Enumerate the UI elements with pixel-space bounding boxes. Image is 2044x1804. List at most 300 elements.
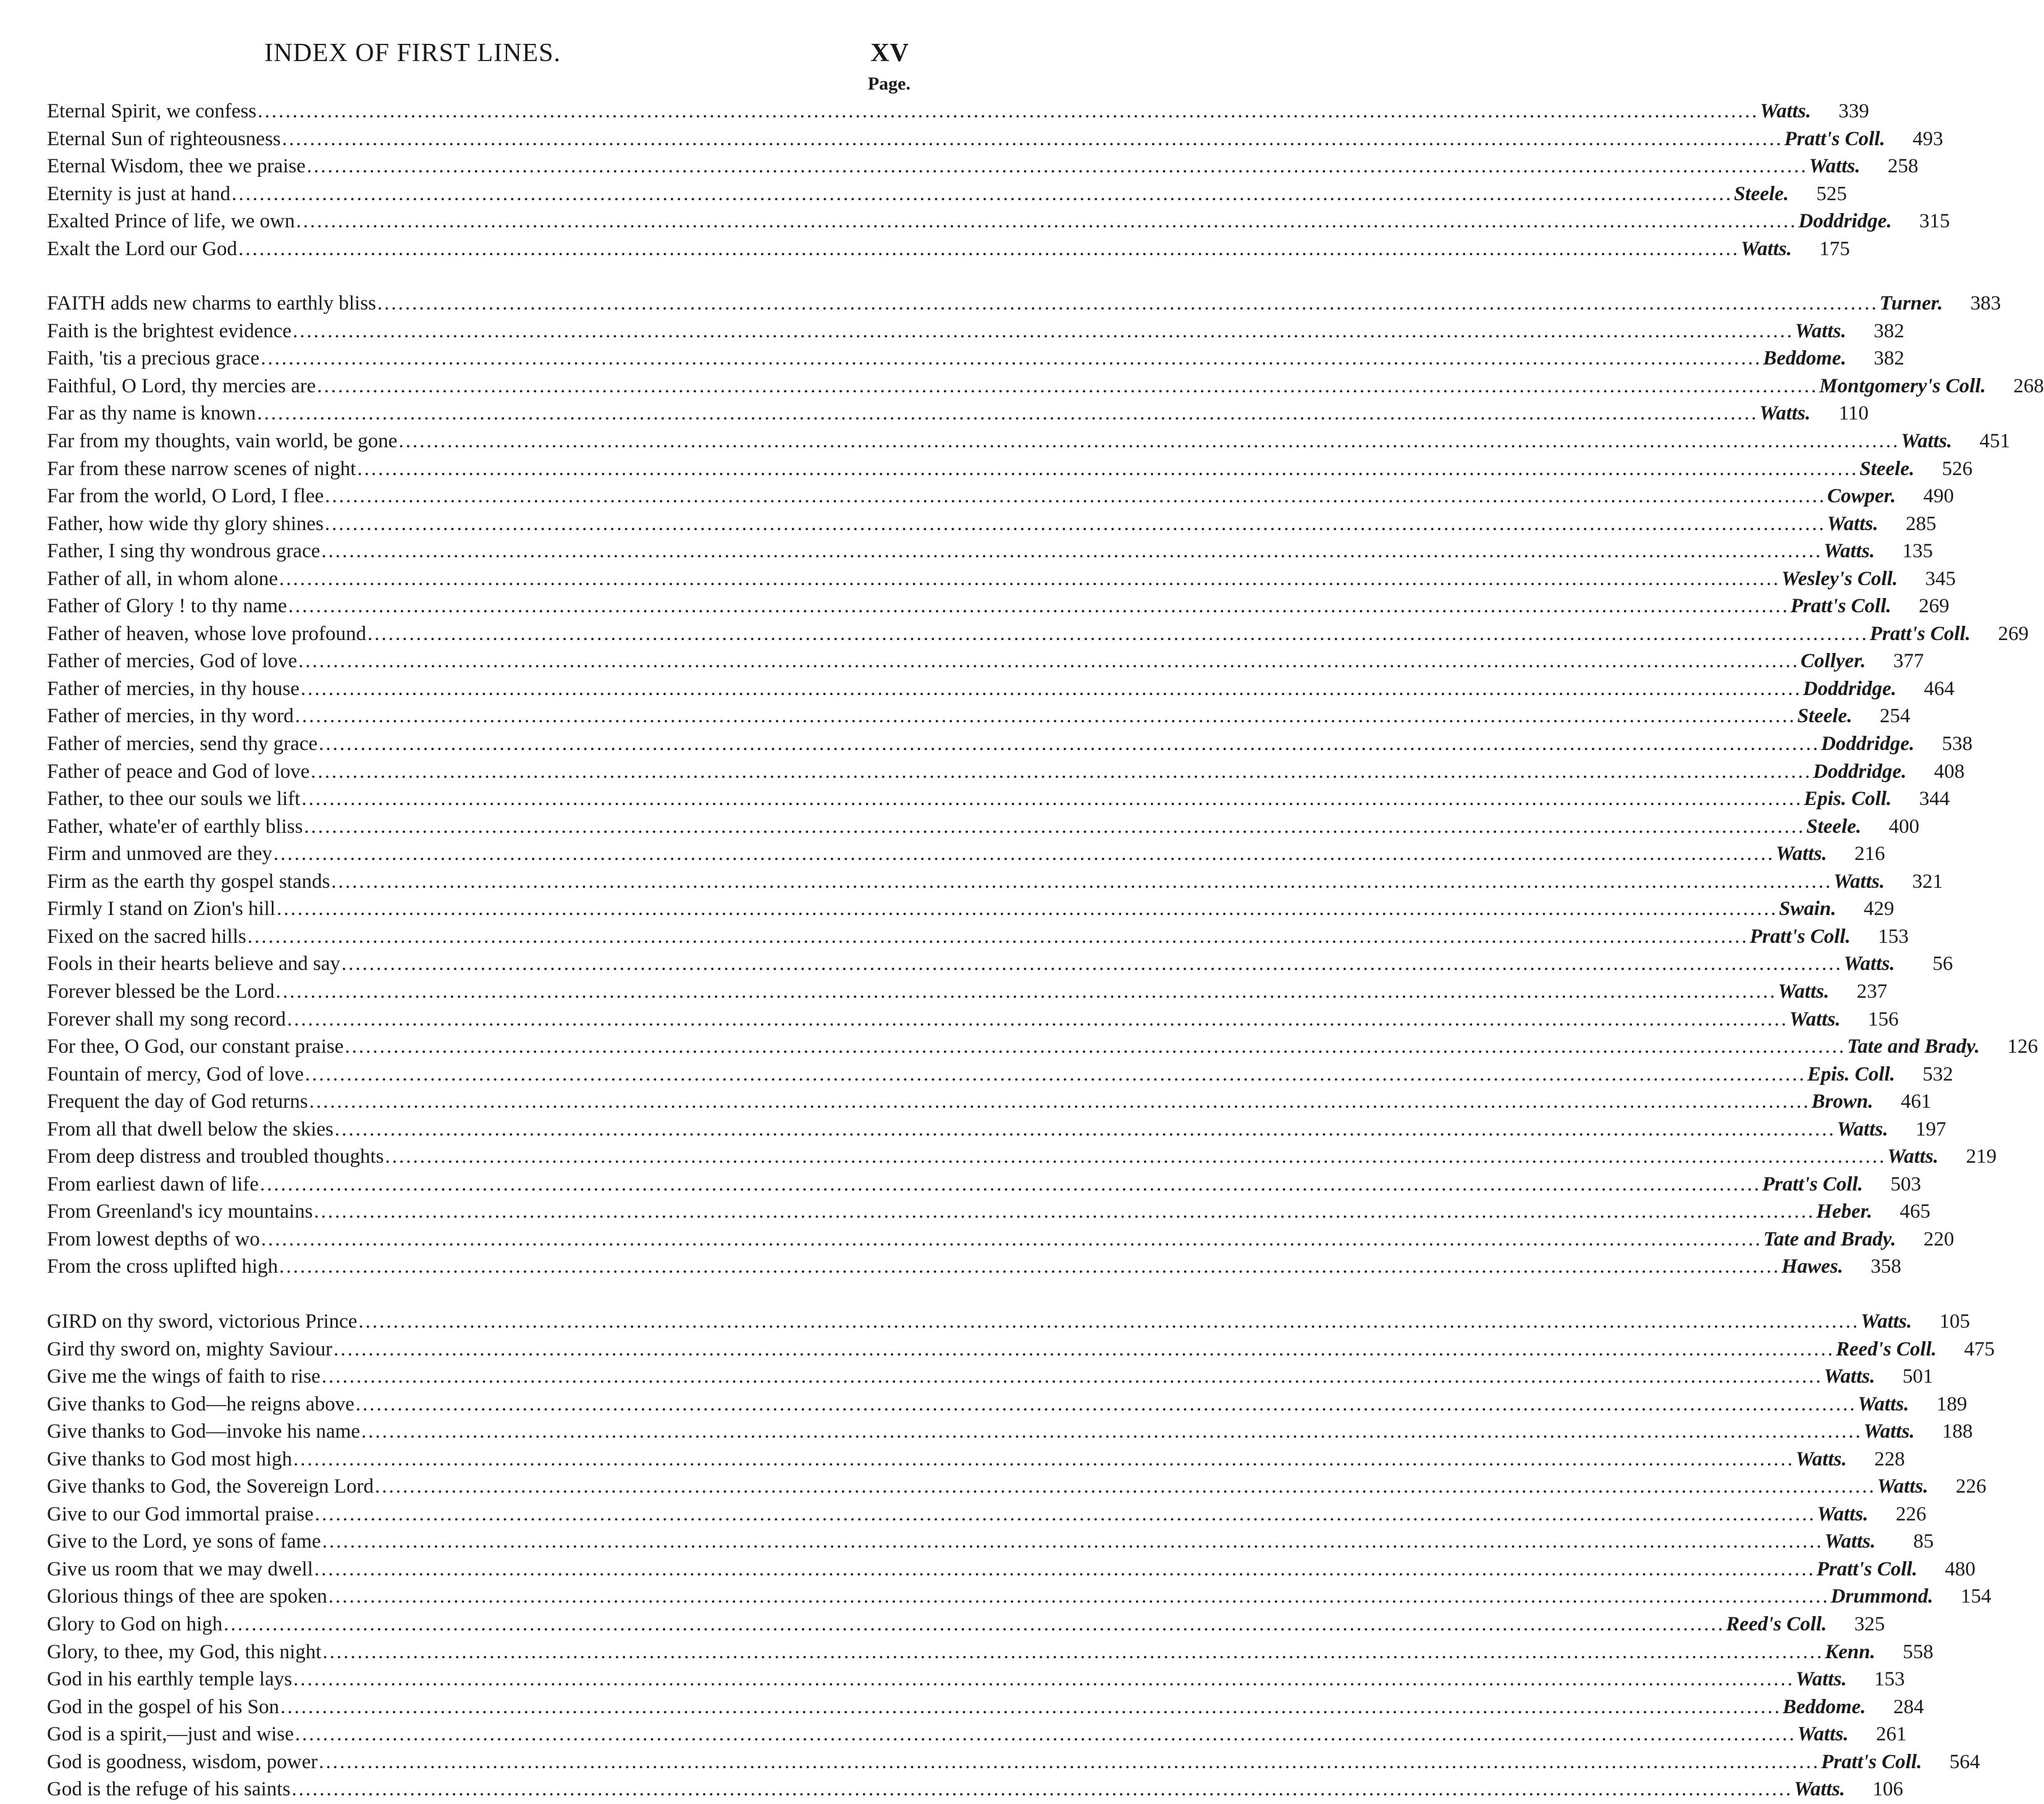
first-line-text: From deep distress and troubled thoughts [47,1145,384,1168]
index-entry [47,1693,1924,1721]
page-number: 220 [1923,1228,1954,1250]
dot-leader [342,950,1843,978]
dot-leader [298,647,1799,675]
author-source: Beddome. [1782,1695,1866,1718]
first-line-text: Give thanks to God—he reigns above [47,1393,355,1415]
author-source: Watts. [1795,1448,1847,1470]
author-source: Watts. [1775,843,1827,866]
author-source: Watts. [1795,1668,1847,1691]
index-entry [47,1446,1905,1473]
dot-leader [304,813,1805,841]
dot-leader [295,702,1796,730]
dot-leader [301,785,1802,813]
dot-leader [295,1721,1796,1748]
author-source: Watts. [1740,237,1792,260]
first-line-text: Exalted Prince of life, we own [47,210,295,233]
index-entry [47,592,1949,620]
first-line-text: Far from the world, O Lord, I flee [47,485,324,508]
index-entry [47,1666,1905,1693]
index-entry [47,1363,1933,1391]
author-source: Reed's Coll. [1726,1612,1827,1635]
author-source: Steele. [1733,182,1789,205]
first-line-text: Frequent the day of God returns [47,1090,308,1113]
index-sections [47,98,2044,1803]
index-entry [47,785,1950,813]
dot-leader [398,428,1899,455]
dot-leader [377,290,1878,318]
index-section [47,98,1950,263]
first-line-text: God is goodness, wisdom, power [47,1750,318,1773]
first-line-text: Eternity is just at hand [47,182,230,205]
index-entry [47,428,2011,455]
author-source: Montgomery's Coll. [1819,374,1986,397]
page-number: 461 [1900,1090,1932,1113]
author-source: Pratt's Coll. [1762,1173,1863,1195]
author-source: Watts. [1823,1365,1875,1388]
first-line-text: Forever blessed be the Lord [47,980,275,1003]
first-line-text: Fools in their hearts believe and say [47,953,340,976]
index-entry [47,675,1954,703]
index-entry [47,290,2001,318]
first-line-text: Give us room that we may dwell [47,1557,313,1580]
index-entry [47,318,1904,345]
first-line-text: Faith is the brightest evidence [47,319,292,342]
first-line-text: Far as thy name is known [47,402,256,425]
first-line-text: For thee, O God, our constant praise [47,1035,344,1058]
page-number: 254 [1879,705,1911,728]
page-number: 345 [1925,567,1956,590]
index-entry [47,813,1920,841]
author-source: Steele. [1797,705,1853,728]
page-number: 383 [1970,292,2001,315]
page-number: 503 [1890,1173,1921,1195]
first-line-text: God is the refuge of his saints [47,1778,291,1801]
dot-leader [315,1501,1816,1528]
dot-leader [293,318,1794,345]
page-number: 269 [1919,595,1949,618]
dot-leader [248,923,1749,951]
index-entry [47,1501,1927,1528]
page-number: 344 [1919,788,1950,811]
author-source: Doddridge. [1798,210,1892,233]
first-line-text: Father, how wide thy glory shines [47,512,324,535]
first-line-text: Exalt the Lord our God [47,237,237,260]
dot-leader [317,373,1818,400]
page-number: 501 [1902,1365,1933,1388]
dot-leader [325,510,1826,538]
index-entry [47,1198,1931,1226]
author-source: Reed's Coll. [1835,1338,1937,1360]
first-line-text: Glory, to thee, my God, this night [47,1640,322,1663]
index-page [47,38,2044,1803]
dot-leader [314,1556,1815,1583]
dot-leader [257,400,1758,428]
index-entry [47,455,1973,483]
author-source: Watts. [1794,319,1846,342]
dot-leader [293,1446,1794,1473]
first-line-text: Faithful, O Lord, thy mercies are [47,374,316,397]
first-line-text: Father of Glory ! to thy name [47,595,287,618]
index-entry [47,510,1937,538]
page-column-label: Page. [867,74,911,94]
first-line-text: Far from my thoughts, vain world, be gone [47,430,398,453]
first-line-text: FAITH adds new charms to earthly bliss [47,292,376,315]
author-source: Watts. [1797,1723,1849,1746]
page-number-roman: XV [870,39,909,67]
page-number: 189 [1936,1393,1967,1415]
author-source: Watts. [1789,1008,1841,1031]
first-line-text: From the cross uplifted high [47,1255,278,1278]
first-line-text: Eternal Sun of righteousness [47,127,281,150]
page-number: 475 [1964,1338,1995,1360]
page-number: 382 [1874,347,1904,370]
dot-leader [261,1226,1762,1254]
page-number: 156 [1868,1008,1899,1031]
page-number: 465 [1899,1200,1931,1223]
author-source: Kenn. [1825,1640,1875,1663]
page-number: 558 [1903,1640,1933,1663]
author-source: Pratt's Coll. [1790,595,1891,618]
first-line-text: GIRD on thy sword, victorious Prince [47,1310,358,1333]
dot-leader [301,675,1802,703]
author-source: Pratt's Coll. [1821,1750,1922,1773]
author-source: Watts. [1760,100,1811,122]
index-entry [47,1226,1954,1254]
author-source: Watts. [1836,1118,1888,1140]
first-line-text: Eternal Spirit, we confess [47,100,257,122]
page-number: 325 [1854,1612,1885,1635]
author-source: Tate and Brady. [1763,1228,1896,1250]
index-entry [47,1638,1933,1666]
page-number: 269 [1998,622,2029,645]
author-source: Doddridge. [1813,760,1907,783]
page-number: 377 [1893,650,1924,673]
dot-leader [282,125,1783,153]
author-source: Steele. [1859,457,1915,480]
first-line-text: Firmly I stand on Zion's hill [47,898,275,921]
author-source: Heber. [1816,1200,1873,1223]
author-source: Pratt's Coll. [1816,1557,1917,1580]
index-entry [47,483,1954,510]
page-number: 382 [1874,319,1904,342]
index-entry [47,620,2029,648]
author-source: Cowper. [1827,485,1896,508]
dot-leader [309,1088,1810,1116]
page-number: 339 [1838,100,1869,122]
author-source: Hawes. [1781,1255,1843,1278]
first-line-text: Far from these narrow scenes of night [47,457,356,480]
dot-leader [305,1061,1806,1089]
dot-leader [334,1336,1835,1364]
dot-leader [280,1693,1781,1721]
page-number: 321 [1912,870,1943,893]
author-source: Watts. [1901,430,1953,453]
dot-leader [288,592,1790,620]
dot-leader [311,758,1812,786]
index-entry [47,730,1973,758]
author-source: Pratt's Coll. [1869,622,1971,645]
first-line-text: From all that dwell below the skies [47,1118,334,1140]
author-source: Watts. [1759,402,1811,425]
author-source: Pratt's Coll. [1784,127,1885,150]
author-source: Tate and Brady. [1847,1035,1980,1058]
index-entry [47,1391,1967,1418]
index-entry [47,1336,1995,1364]
page-number: 285 [1906,512,1937,535]
page-number: 135 [1902,540,1933,563]
author-source: Watts. [1824,1530,1876,1553]
dot-leader [287,1006,1788,1034]
page-number: 154 [1961,1585,1991,1608]
page-number: 464 [1924,677,1954,700]
first-line-text: Give thanks to God most high [47,1448,292,1470]
author-source: Collyer. [1801,650,1866,673]
index-entry [47,125,1943,153]
first-line-text: Father of mercies, send thy grace [47,733,318,756]
page-number: 105 [1939,1310,1970,1333]
author-source: Steele. [1806,815,1862,838]
dot-leader [319,1748,1820,1776]
page-number: 226 [1896,1503,1927,1525]
first-line-text: Father, whate'er of earthly bliss [47,815,303,838]
index-entry [47,1473,1987,1501]
first-line-text: Give thanks to God—invoke his name [47,1420,360,1443]
index-entry [47,1611,1885,1638]
first-line-text: Father of mercies, in thy house [47,677,300,700]
dot-leader [375,1473,1876,1501]
index-entry [47,895,1895,923]
index-entry [47,923,1909,951]
author-source: Watts. [1857,1393,1909,1415]
dot-leader [224,1611,1725,1638]
page-number: 538 [1941,733,1973,756]
index-entry [47,1583,1991,1611]
index-entry [47,1116,1946,1144]
author-source: Turner. [1879,292,1943,315]
author-source: Wesley's Coll. [1781,567,1898,590]
dot-leader [232,180,1733,208]
page-number: 564 [1949,1750,1980,1773]
dot-leader [345,1033,1846,1061]
first-line-text: From lowest depths of wo [47,1228,260,1250]
author-source: Watts. [1809,155,1861,178]
dot-leader [331,868,1832,896]
index-entry [47,1143,1997,1171]
index-entry [47,1308,1970,1336]
index-entry [47,868,1943,896]
author-source: Doddridge. [1821,733,1915,756]
page-number: 188 [1942,1420,1973,1443]
index-section [47,1308,1995,1803]
dot-leader [261,345,1762,373]
first-line-text: Fixed on the sacred hills [47,925,246,948]
first-line-text: Glory to God on high [47,1612,223,1635]
dot-leader [275,978,1777,1006]
author-source: Watts. [1823,540,1875,563]
page-number: 56 [1932,953,1953,976]
page-number: 493 [1912,127,1943,150]
index-entry [47,235,1850,263]
dot-leader [335,1116,1836,1144]
dot-leader [329,1583,1830,1611]
author-source: Watts. [1817,1503,1869,1525]
index-entry [47,565,1956,593]
author-source: Watts. [1863,1420,1915,1443]
index-entry [47,208,1950,235]
dot-leader [314,1198,1815,1226]
dot-leader [385,1143,1886,1171]
dot-leader [258,98,1759,125]
dot-leader [292,1776,1793,1803]
first-line-text: Father of all, in whom alone [47,567,278,590]
page-number: 525 [1816,182,1847,205]
page-number: 490 [1923,485,1954,508]
index-entry [47,345,1904,373]
dot-leader [293,1666,1794,1693]
first-line-text: Father, to thee our souls we lift [47,788,301,811]
first-line-text: God in his earthly temple lays [47,1668,292,1691]
page-number: 429 [1864,898,1895,921]
dot-leader [296,208,1797,235]
page-number: 106 [1872,1778,1903,1801]
index-entry [47,950,1953,978]
page-header [47,38,913,70]
first-line-text: Father of heaven, whose love profound [47,622,366,645]
first-line-text: Give to the Lord, ye sons of fame [47,1530,321,1553]
first-line-text: Eternal Wisdom, thee we praise [47,155,306,178]
index-entry [47,647,1924,675]
dot-leader [322,1528,1823,1556]
dot-leader [279,1253,1780,1281]
index-entry [47,1061,1953,1089]
dot-leader [322,1363,1823,1391]
first-line-text: Firm and unmoved are they [47,843,272,866]
page-number: 228 [1874,1448,1905,1470]
page-number: 216 [1854,843,1885,866]
author-source: Watts. [1794,1778,1845,1801]
page-number: 226 [1956,1475,1987,1498]
index-entry [47,1748,1980,1776]
index-entry [47,373,2044,400]
page-number: 126 [2007,1035,2038,1058]
index-entry [47,1721,1907,1748]
index-entry [47,98,1869,125]
page-number: 284 [1893,1695,1924,1718]
author-source: Watts. [1887,1145,1939,1168]
dot-leader [307,153,1808,180]
first-line-text: From earliest dawn of life [47,1173,259,1195]
first-line-text: Fountain of mercy, God of love [47,1063,304,1085]
index-entry [47,400,1869,428]
page-number: 400 [1888,815,1920,838]
first-line-text: Father of peace and God of love [47,760,310,783]
index-entry [47,1528,1934,1556]
page-title: INDEX OF FIRST LINES. [264,39,561,67]
author-source: Drummond. [1830,1585,1933,1608]
page-number: 261 [1875,1723,1907,1746]
author-source: Brown. [1811,1090,1874,1113]
author-source: Watts. [1861,1310,1912,1333]
first-line-text: Gird thy sword on, mighty Saviour [47,1338,332,1360]
page-number: 153 [1874,1668,1905,1691]
dot-leader [277,895,1778,923]
author-source: Epis. Coll. [1807,1063,1895,1085]
first-line-text: Forever shall my song record [47,1008,286,1031]
index-entry [47,1776,1903,1803]
page-number: 315 [1919,210,1950,233]
dot-leader [274,840,1775,868]
dot-leader [357,455,1858,483]
dot-leader [260,1171,1761,1199]
dot-leader [361,1418,1862,1446]
page-number: 237 [1856,980,1888,1003]
first-line-text: God is a spirit,—just and wise [47,1723,294,1746]
dot-leader [238,235,1739,263]
dot-leader [279,565,1780,593]
dot-leader [325,483,1826,510]
index-entry [47,153,1919,180]
dot-leader [358,1308,1859,1336]
author-source: Watts. [1843,953,1895,976]
page-number: 219 [1966,1145,1997,1168]
page-number: 451 [1979,430,2011,453]
index-entry [47,1006,1899,1034]
page-number: 175 [1819,237,1850,260]
dot-leader [322,1638,1823,1666]
page-number: 532 [1922,1063,1953,1085]
index-entry [47,1253,1901,1281]
author-source: Watts. [1778,980,1830,1003]
dot-leader [321,537,1822,565]
index-entry [47,702,1911,730]
first-line-text: Give me the wings of faith to rise [47,1365,321,1388]
page-number: 268 [2013,374,2044,397]
index-section [47,290,2044,1281]
dot-leader [356,1391,1857,1418]
first-line-text: Give thanks to God, the Sovereign Lord [47,1475,374,1498]
author-source: Watts. [1827,512,1878,535]
author-source: Doddridge. [1802,677,1896,700]
page-number: 197 [1916,1118,1946,1140]
page-number: 480 [1945,1557,1975,1580]
index-entry [47,1556,1975,1583]
index-entry [47,1088,1932,1116]
first-line-text: Father of mercies, in thy word [47,705,294,728]
index-entry [47,1033,2038,1061]
first-line-text: Firm as the earth thy gospel stands [47,870,330,893]
dot-leader [319,730,1820,758]
page-number: 526 [1941,457,1973,480]
first-line-text: Father, I sing thy wondrous grace [47,540,321,563]
index-entry [47,1418,1973,1446]
first-line-text: Father of mercies, God of love [47,650,298,673]
dot-leader [368,620,1869,648]
page-number: 110 [1838,402,1869,425]
author-source: Watts. [1833,870,1885,893]
index-entry [47,1171,1921,1199]
author-source: Beddome. [1763,347,1846,370]
page-number: 85 [1913,1530,1934,1553]
first-line-text: Give to our God immortal praise [47,1503,314,1525]
first-line-text: Faith, 'tis a precious grace [47,347,260,370]
first-line-text: God in the gospel of his Son [47,1695,279,1718]
author-source: Watts. [1877,1475,1928,1498]
page-number: 258 [1888,155,1919,178]
index-entry [47,978,1888,1006]
page-number: 358 [1870,1255,1901,1278]
index-entry [47,537,1933,565]
index-entry [47,180,1847,208]
